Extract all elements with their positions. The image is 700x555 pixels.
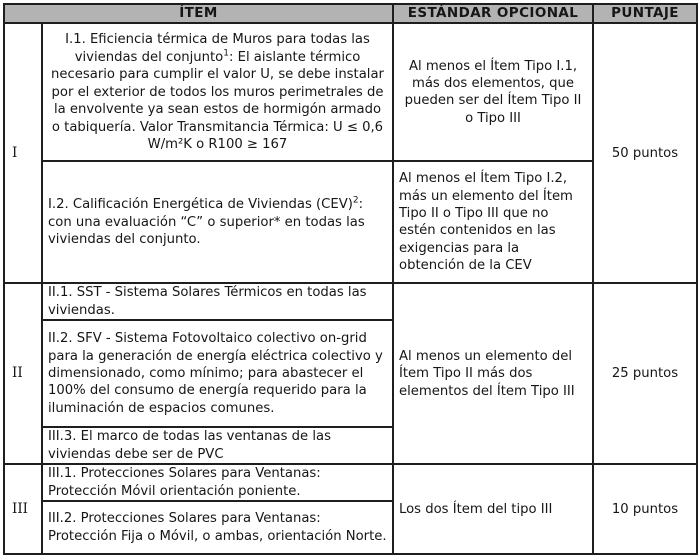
item-text: : El aislante térmico necesario para cumplir el valor U, se debe instalar por el exterior de todos los muros perimetrales de la envolvente ya sean estos de hormigón armado o tabiquería. Valor Transmitancia Térmica: U ≤ 0,6 W/m²K o R100 ≥ 167 xyxy=(51,49,384,152)
category-cell: I xyxy=(4,23,42,283)
table-row xyxy=(4,23,697,161)
score-cell: 10 puntos xyxy=(593,464,697,554)
item-cell: II.2. SFV - Sistema Fotovoltaico colectivo on-grid para la generación de energía eléctrica colectivo y dimensionado, como mínimo; para abastecer el 100% del consumo de energía requerido para la iluminación de espacios comunes. xyxy=(42,320,393,427)
item-cell: III.1. Protecciones Solares para Ventanas: Protección Móvil orientación poniente. xyxy=(42,464,393,501)
item-cell xyxy=(42,23,393,161)
standard-cell: Al menos un elemento del Ítem Tipo II más dos elementos del Ítem Tipo III xyxy=(393,283,593,464)
item-cell xyxy=(42,161,393,283)
standard-cell: Al menos el Ítem Tipo I.2, más un elemento del Ítem Tipo II o Tipo III que no estén contenidos en las exigencias para la obtención de la CEV xyxy=(393,161,593,283)
score-cell: 25 puntos xyxy=(593,283,697,464)
header-row xyxy=(4,4,697,23)
header-item: ÍTEM xyxy=(4,4,393,23)
table-row xyxy=(4,464,697,501)
item-text: : con una evaluación “C” o superior* en todas las viviendas del conjunto. xyxy=(48,197,365,248)
item-cell: III.3. El marco de todas las ventanas de las viviendas debe ser de PVC xyxy=(42,427,393,464)
item-text: I.2. Calificación Energética de Viviendas (CEV) xyxy=(48,197,353,213)
category-cell: III xyxy=(4,464,42,554)
item-text: I.1. Eficiencia térmica de Muros para todas las viviendas del conjunto xyxy=(65,32,370,65)
header-score: PUNTAJE xyxy=(593,4,697,23)
standard-cell: Los dos Ítem del tipo III xyxy=(393,464,593,554)
item-cell: III.2. Protecciones Solares para Ventanas: Protección Fija o Móvil, o ambas, orientación Norte. xyxy=(42,501,393,554)
table-row xyxy=(4,283,697,320)
footnote-ref: 1 xyxy=(223,48,229,59)
category-cell: II xyxy=(4,283,42,464)
header-standard: ESTÁNDAR OPCIONAL xyxy=(393,4,593,23)
item-cell: II.1. SST - Sistema Solares Térmicos en todas las viviendas. xyxy=(42,283,393,320)
footnote-ref: 2 xyxy=(352,195,359,206)
score-cell: 50 puntos xyxy=(593,23,697,283)
standard-cell: Al menos el Ítem Tipo I.1, más dos elementos, que pueden ser del Ítem Tipo II o Tipo III xyxy=(393,23,593,161)
standards-table xyxy=(3,3,698,555)
